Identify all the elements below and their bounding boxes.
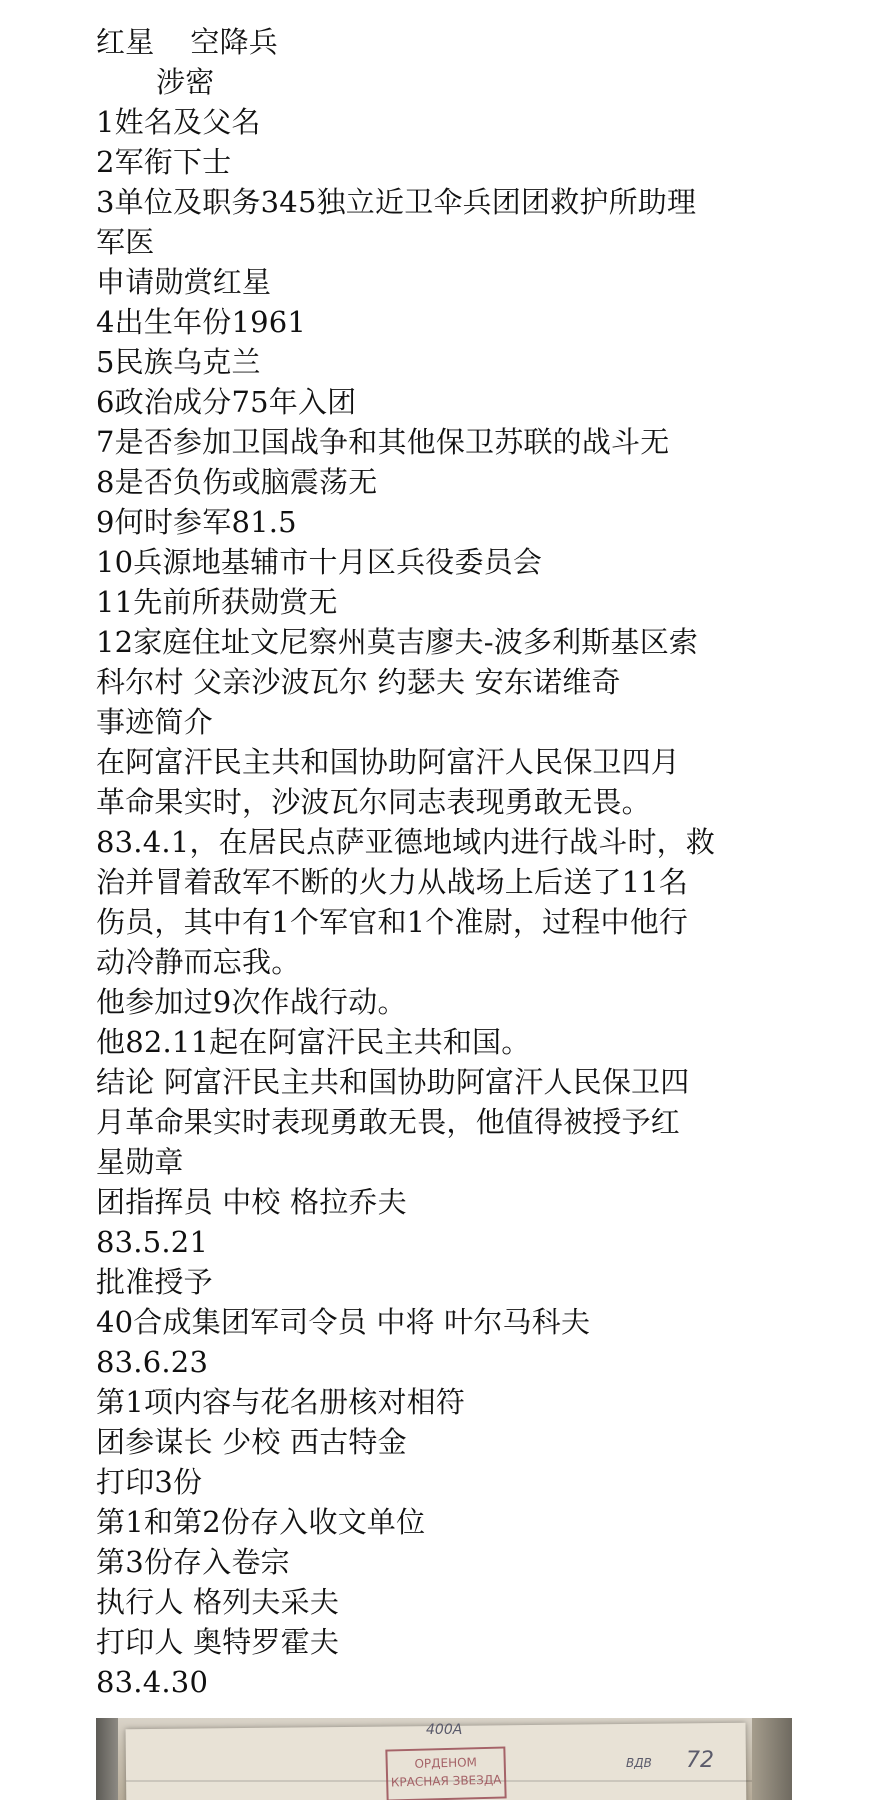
- text-line: 12家庭住址文尼察州莫吉廖夫-波多利斯基区索: [96, 625, 699, 659]
- text-line: 他参加过9次作战行动。: [96, 985, 407, 1019]
- text-line: 结论 阿富汗民主共和国协助阿富汗人民保卫四: [96, 1065, 690, 1099]
- photo-edge-left: [96, 1718, 118, 1800]
- date-line: 83.4.30: [96, 1665, 209, 1699]
- award-stamp: [385, 1746, 506, 1800]
- text-line: 他82.11起在阿富汗民主共和国。: [96, 1025, 531, 1059]
- section-heading: 事迹简介: [96, 705, 213, 739]
- document-body: [96, 22, 796, 1702]
- text-line: 6政治成分75年入团: [96, 385, 357, 419]
- document-title: [96, 22, 796, 62]
- text-line: 8是否负伤或脑震荡无: [96, 465, 378, 499]
- text-line: 打印3份: [96, 1465, 203, 1499]
- text-line: 2军衔下士: [96, 145, 232, 179]
- text-line: 申请勋赏红星: [96, 265, 272, 299]
- text-line: 执行人 格列夫采夫: [96, 1585, 340, 1619]
- text-line: 批准授予: [96, 1265, 213, 1299]
- award-name: 红星: [96, 25, 155, 59]
- text-line: 动冷静而忘我。: [96, 945, 301, 979]
- text-line: 第3份存入卷宗: [96, 1545, 290, 1579]
- text-line: 打印人 奥特罗霍夫: [96, 1625, 340, 1659]
- archive-document-photo: [96, 1718, 792, 1800]
- text-line: 第1项内容与花名册核对相符: [96, 1385, 466, 1419]
- text-line: 4出生年份1961: [96, 305, 307, 339]
- text-line: 5民族乌克兰: [96, 345, 261, 379]
- text-line: 83.4.1，在居民点萨亚德地域内进行战斗时，救: [96, 825, 716, 859]
- text-line: 在阿富汗民主共和国协助阿富汗人民保卫四月: [96, 745, 681, 779]
- handwritten-unit: ВДВ: [626, 1756, 652, 1770]
- text-line: 科尔村 父亲沙波瓦尔 约瑟夫 安东诺维奇: [96, 665, 621, 699]
- text-line: 月革命果实时表现勇敢无畏，他值得被授予红: [96, 1105, 681, 1139]
- handwritten-number: 400А: [426, 1722, 463, 1738]
- photo-edge-right: [752, 1718, 792, 1800]
- text-line: 军医: [96, 225, 155, 259]
- text-line: 伤员，其中有1个军官和1个准尉，过程中他行: [96, 905, 689, 939]
- text-line: 9何时参军81.5: [96, 505, 297, 539]
- stamp-line-2: КРАСНАЯ ЗВЕЗДА: [390, 1772, 502, 1790]
- handwritten-page-number: 72: [686, 1748, 714, 1773]
- stamp-line-1: ОРДЕНОМ: [414, 1755, 478, 1771]
- classification-mark: 涉密: [156, 65, 215, 99]
- text-line: 7是否参加卫国战争和其他保卫苏联的战斗无: [96, 425, 670, 459]
- text-line: 革命果实时，沙波瓦尔同志表现勇敢无畏。: [96, 785, 651, 819]
- troop-type: 空降兵: [190, 25, 279, 59]
- text-line: 第1和第2份存入收文单位: [96, 1505, 426, 1539]
- text-line: 1姓名及父名: [96, 105, 261, 139]
- signature-line: 团指挥员 中校 格拉乔夫: [96, 1185, 407, 1219]
- text-line: 10兵源地基辅市十月区兵役委员会: [96, 545, 543, 579]
- text-line: 11先前所获勋赏无: [96, 585, 338, 619]
- signature-line: 40合成集团军司令员 中将 叶尔马科夫: [96, 1305, 591, 1339]
- text-line: 治并冒着敌军不断的火力从战场上后送了11名: [96, 865, 689, 899]
- signature-line: 团参谋长 少校 西古特金: [96, 1425, 407, 1459]
- date-line: 83.5.21: [96, 1225, 209, 1259]
- text-line: 3单位及职务345独立近卫伞兵团团救护所助理: [96, 185, 697, 219]
- date-line: 83.6.23: [96, 1345, 209, 1379]
- text-line: 星勋章: [96, 1145, 184, 1179]
